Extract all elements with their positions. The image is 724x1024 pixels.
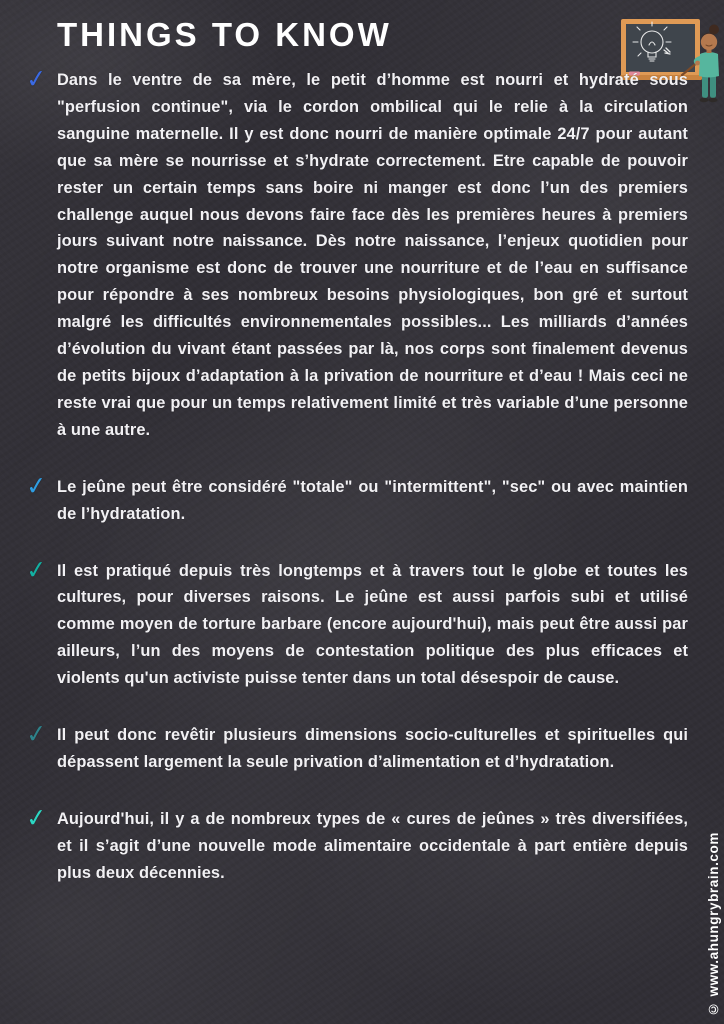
hair-bun bbox=[709, 25, 719, 35]
bullet-list bbox=[24, 64, 688, 917]
checkmark-icon: ✓ bbox=[24, 470, 49, 501]
watermark-credit: © www.ahungrybrain.com bbox=[706, 831, 721, 1016]
hand bbox=[695, 61, 700, 66]
checkmark-icon: ✓ bbox=[24, 64, 49, 95]
checkmark-icon: ✓ bbox=[24, 554, 49, 585]
list-item bbox=[24, 554, 688, 693]
list-item bbox=[24, 64, 688, 444]
page-title: THINGS TO KNOW bbox=[57, 16, 392, 53]
list-item bbox=[24, 719, 688, 776]
bullet-text: Il peut donc revêtir plusieurs dimensions socio-culturelles et spirituelles qui dépassent largement la seule privation d’alimentation et d’hydratation. bbox=[57, 726, 688, 771]
list-item bbox=[24, 803, 688, 887]
head bbox=[701, 34, 717, 50]
checkmark-icon: ✓ bbox=[24, 803, 49, 834]
list-item bbox=[24, 470, 688, 528]
checkmark-icon: ✓ bbox=[24, 719, 49, 750]
bullet-text: Le jeûne peut être considéré "totale" ou "intermittent", "sec" ou avec maintien de l’hydratation. bbox=[57, 477, 688, 523]
bullet-text: Dans le ventre de sa mère, le petit d’homme est nourri et hydraté sous "perfusion continue", via le cordon ombilical qui le relie à la circulation sanguine maternelle. Il y est donc nourri de manière optimale 24/7 pour autant que sa mère se nourrisse et s’hydrate correctement. Etre capable de pouvoir rester un certain temps sans boire ni manger est donc l’un des premiers challenge auquel nous devons faire face dès les premières heures à premiers jours suivant notre naissance. Dès notre naissance, l’enjeux quotidien pour notre organisme est donc de trouver une nourriture et de l’eau en suffisance pour répondre à ses nombreux besoins physiologiques, bon gré et surtout malgré les difficultés environnementales possibles... Les milliards d’années d’évolution du vivant étant passées par là, nos corps sont finalement devenus de petits bijoux d’adaptation à la privation de nourriture et d’eau ! Mais ceci ne reste vrai que pour un temps relativement limité et très variable d’une personne à une autre. bbox=[57, 71, 688, 439]
bullet-text: Aujourd'hui, il y a de nombreux types de « cures de jeûnes » très diversifiées, et il s’agit d’une nouvelle mode alimentaire occidentale à part entière depuis plus deux décennies. bbox=[57, 809, 688, 882]
bullet-text: Il est pratiqué depuis très longtemps et à travers tout le globe et toutes les cultures, pour diverses raisons. Le jeûne est aussi parfois subi et utilisé comme moyen de torture barbare (encore aujourd'hui), mais peut être aussi par ailleurs, l’un des moyens de contestation politique des plus efficaces et violents qu'un activiste puisse tenter dans un total désespoir de cause. bbox=[57, 561, 688, 688]
